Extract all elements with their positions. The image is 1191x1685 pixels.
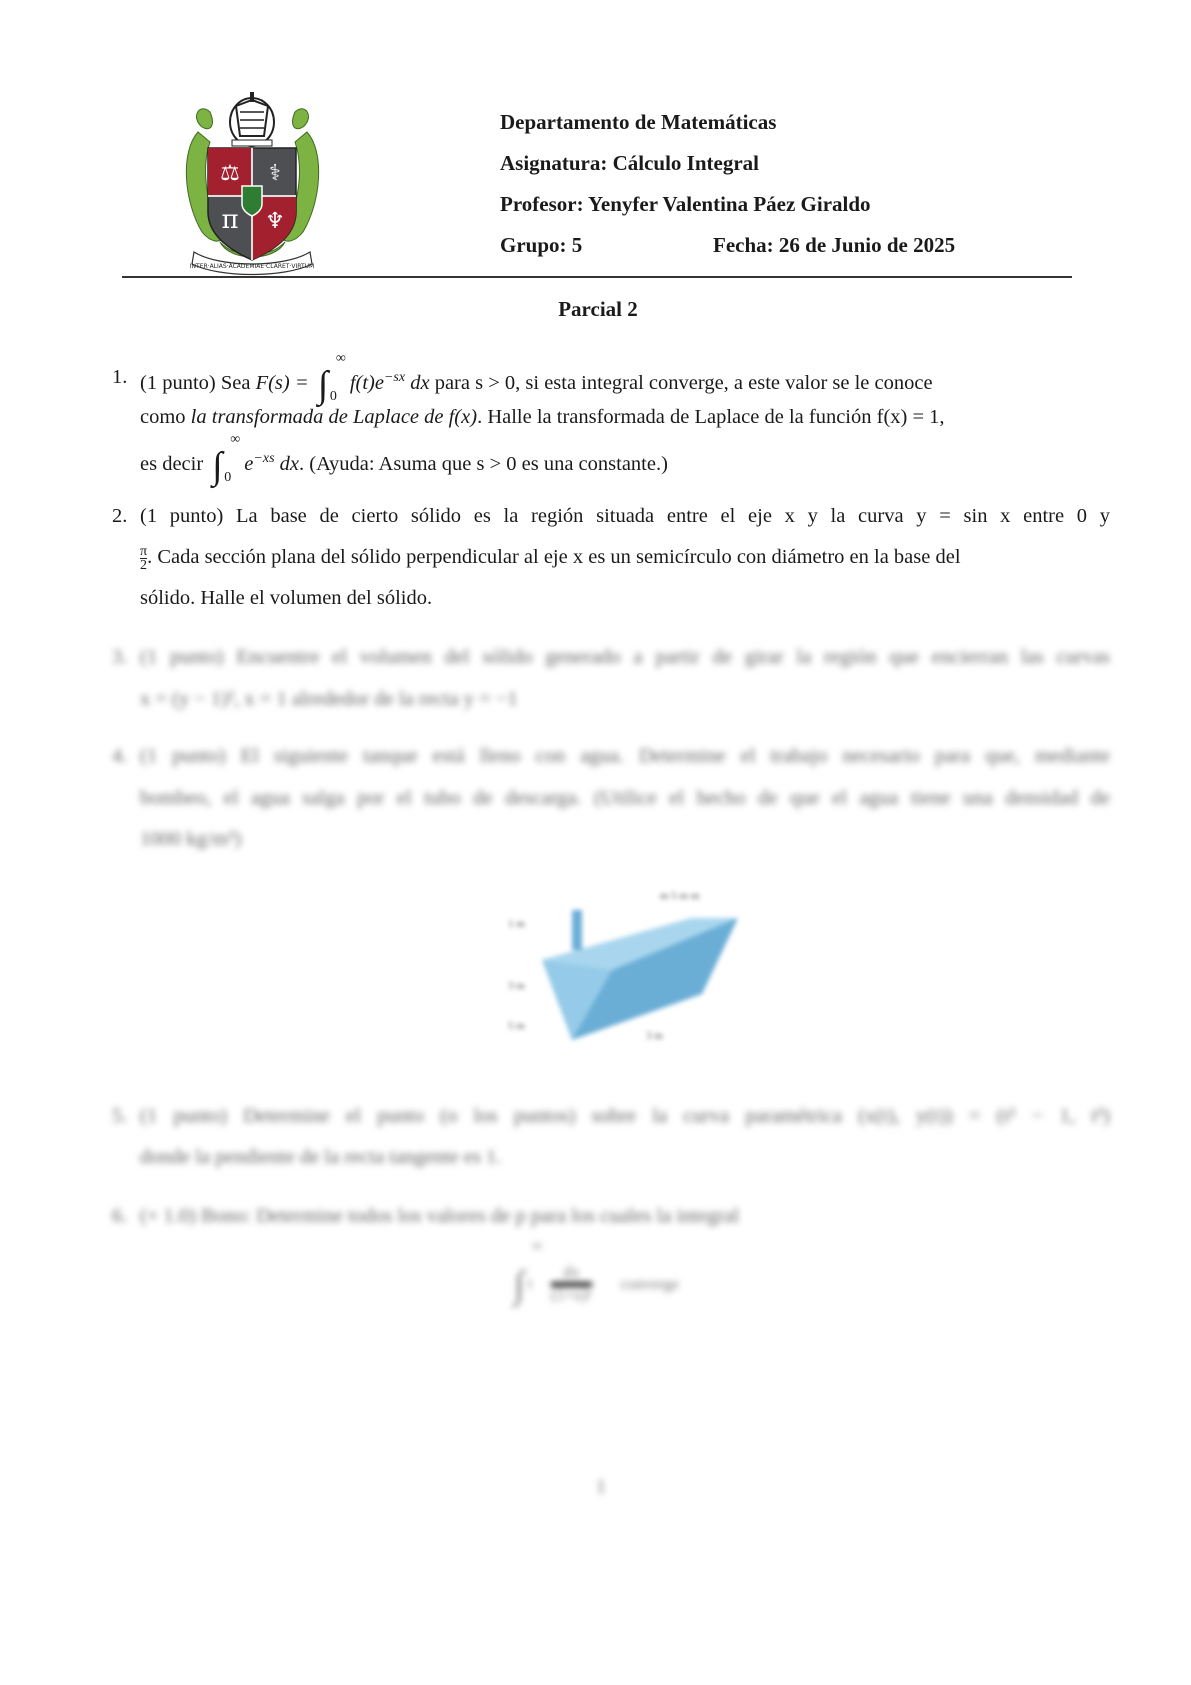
question-2-line-2: [140, 544, 1110, 572]
text: (1 punto) Sea: [140, 372, 256, 394]
integral-lower: 0: [329, 389, 337, 404]
question-5-line-1: (1 punto) Determine el punto (o los puntos) sobre la curva paramétrica (x(t), y(t)) = (t² − 1, t³): [140, 1105, 1110, 1127]
page-number: 1: [596, 1476, 606, 1498]
fraction-denominator: (1+x)ᵖ: [551, 1286, 592, 1304]
question-3-line-1: (1 punto) Encuentre el volumen del sólido generado a partir de girar la región que encierran las curvas: [140, 646, 1110, 668]
math: dx: [405, 372, 430, 394]
question-4-line-2: bombeo, el agua salga por el tubo de descarga. (Utilice el hecho de que el agua tiene una densidad de: [140, 787, 1110, 809]
integral-lower: 0: [224, 470, 232, 485]
integral-upper: ∞: [230, 432, 241, 447]
tank-label-bottom: 3 m: [646, 1030, 663, 1042]
question-2-line-1: (1 punto) La base de cierto sólido es la región situada entre el eje x y la curva y = sin x entre 0 y: [140, 505, 1110, 527]
svg-text:π: π: [221, 205, 239, 235]
svg-text:♆: ♆: [265, 209, 285, 234]
text: . (Ayuda: Asuma que s > 0 es una constante.): [299, 453, 668, 475]
bonus-integral: ∫ ∞ 1 $\frac{dx}{\text{(1+x)ᵖ}}$ converge: [514, 1239, 679, 1306]
integral-lower: 1: [526, 1277, 533, 1292]
exam-title: Parcial 2: [558, 297, 638, 321]
math-exponent: −sx: [383, 370, 406, 386]
question-1-line-1: [140, 351, 1110, 406]
text: es decir: [140, 453, 209, 475]
professor-label: Profesor: Yenyfer Valentina Páez Giraldo: [500, 192, 871, 216]
text: como: [140, 406, 191, 428]
discharge-pipe: [572, 910, 582, 950]
integral-upper: ∞: [532, 1239, 542, 1254]
integral-sign: ∫ ∞ 0: [314, 364, 350, 396]
fraction-numerator: π: [140, 543, 148, 559]
question-number: 3.: [112, 646, 128, 668]
subject-label: Asignatura: Cálculo Integral: [500, 151, 759, 175]
fraction-denominator: 2: [140, 557, 148, 573]
question-4-line-3: 1000 kg/m³): [140, 828, 242, 850]
fraction-numerator: dx: [551, 1264, 592, 1287]
question-number: 5.: [112, 1105, 128, 1127]
math: f(t)e: [349, 372, 384, 394]
text: . Halle la transformada de Laplace de la función f(x) = 1,: [477, 406, 945, 428]
svg-text:⚖: ⚖: [220, 161, 240, 186]
department-label: Departamento de Matemáticas: [500, 110, 777, 134]
tank-label-left: 1 m: [508, 918, 525, 930]
question-number: 2.: [112, 505, 128, 527]
math: dx: [274, 453, 299, 475]
tank-label-top: m 5 m m: [660, 890, 700, 902]
question-1-line-3: [140, 432, 1110, 487]
question-3-line-2: x = (y − 1)², x = 1 alrededor de la recta y = −1: [140, 688, 518, 710]
text: . Cada sección plana del sólido perpendicular al eje x es un semicírculo con diámetro en la base del: [147, 546, 961, 568]
italic-term: la transformada de Laplace de f(x): [190, 406, 478, 428]
question-6-line-1: (+ 1.0) Bono: Determine todos los valores de p para los cuales la integral: [140, 1205, 740, 1227]
integral-sign: ∫ ∞ 0: [208, 445, 244, 477]
question-number: 6.: [112, 1205, 128, 1227]
university-crest-logo: [180, 92, 325, 278]
converge-label: converge: [620, 1276, 679, 1293]
group-label: Grupo: 5: [500, 233, 583, 257]
tank-label-left: 5 m: [508, 1020, 525, 1032]
text: para s > 0, si esta integral converge, a este valor se le conoce: [429, 372, 933, 394]
question-5-line-2: donde la pendiente de la recta tangente es 1.: [140, 1146, 502, 1168]
question-2-line-3: sólido. Halle el volumen del sólido.: [140, 587, 433, 609]
svg-text:INTER·ALIAS·ACADEMIAE·CLARET·V: INTER·ALIAS·ACADEMIAE·CLARET·VIRTUM: [189, 263, 315, 270]
tank-figure: [508, 890, 744, 1046]
question-number: 4.: [112, 745, 128, 767]
math-exponent: −xs: [253, 451, 275, 467]
header-divider: [122, 276, 1072, 278]
integral-upper: ∞: [335, 351, 346, 366]
date-label: Fecha: 26 de Junio de 2025: [713, 233, 956, 257]
question-4-line-1: (1 punto) El siguiente tanque está lleno con agua. Determine el trabajo necesario para que, mediante: [140, 745, 1110, 767]
svg-text:⚕: ⚕: [269, 161, 281, 186]
math: e: [244, 453, 254, 475]
tank-label-left: 3 m: [508, 980, 525, 992]
question-1-line-2: [140, 404, 1110, 430]
question-number: 1.: [112, 366, 128, 388]
math: F(s) =: [255, 372, 314, 394]
